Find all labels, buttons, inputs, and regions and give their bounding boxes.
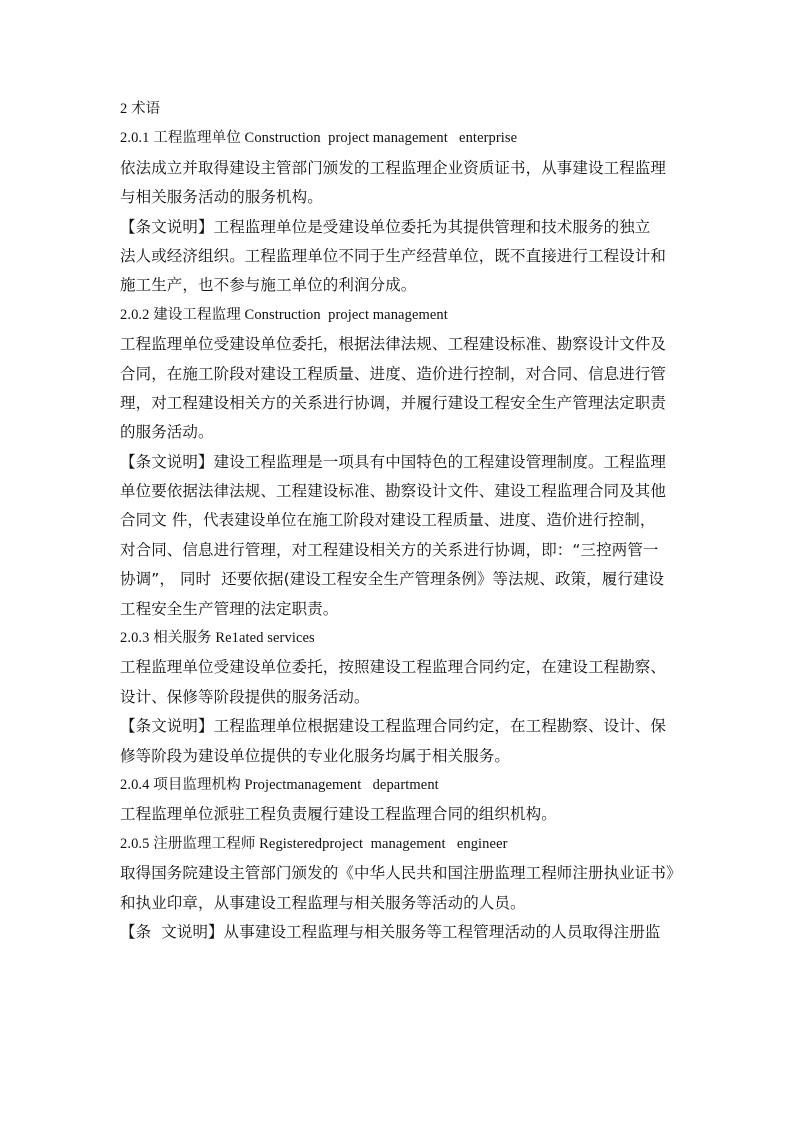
paragraph-line: 协调”， 同时 还要依据(建设工程安全生产管理条例》等法规、政策，履行建设 — [120, 570, 665, 589]
paragraph-line: 理，对工程建设相关方的关系进行协调，并履行建设工程安全生产管理法定职责 — [120, 393, 667, 412]
paragraph-line: 对合同、信息进行管理，对工程建设相关方的关系进行协调，即：“三控两管一 — [120, 540, 659, 559]
paragraph-line: 取得国务院建设主管部门颁发的《中华人民共和国注册监理工程师注册执业证书》 — [120, 864, 682, 883]
paragraph-line: 工程安全生产管理的法定职责。 — [120, 599, 339, 618]
paragraph-line: 依法成立并取得建设主管部门颁发的工程监理企业资质证书，从事建设工程监理 — [120, 158, 667, 177]
paragraph-line: 设计、保修等阶段提供的服务活动。 — [120, 687, 370, 706]
term-heading-2-0-4: 2.0.4 项目监理机构 Projectmanagement department — [120, 776, 439, 793]
paragraph-line: 【条文说明】工程监理单位根据建设工程监理合同约定，在工程勘察、设计、保 — [120, 717, 667, 736]
term-heading-2-0-3: 2.0.3 相关服务 Re1ated services — [120, 630, 315, 647]
term-heading-2-0-2: 2.0.2 建设工程监理 Construction project management — [120, 306, 448, 323]
paragraph-line: 【条 文说明】从事建设工程监理与相关服务等工程管理活动的人员取得注册监 — [120, 922, 661, 941]
paragraph-line: 工程监理单位受建设单位委托，按照建设工程监理合同约定，在建设工程勘察、 — [120, 658, 667, 677]
paragraph-line: 单位要依据法律法规、工程建设标准、勘察设计文件、建设工程监理合同及其他 — [120, 482, 667, 501]
term-heading-2-0-1: 2.0.1 工程监理单位 Construction project management enterprise — [120, 130, 518, 147]
paragraph-line: 修等阶段为建设单位提供的专业化服务均属于相关服务。 — [120, 746, 511, 765]
paragraph-line: 【条文说明】工程监理单位是受建设单位委托为其提供管理和技术服务的独立 — [120, 217, 651, 236]
document-body — [120, 95, 680, 947]
paragraph-line: 合同文 件，代表建设单位在施工阶段对建设工程质量、进度、造价进行控制， — [120, 511, 656, 530]
paragraph-line: 与相关服务活动的服务机构。 — [120, 188, 323, 207]
paragraph-line: 和执业印章，从事建设工程监理与相关服务等活动的人员。 — [120, 893, 526, 912]
paragraph-line: 工程监理单位派驻工程负责履行建设工程监理合同的组织机构。 — [120, 805, 557, 824]
section-heading: 2 术语 — [120, 101, 161, 117]
paragraph-line: 法人或经济组织。工程监理单位不同于生产经营单位，既不直接进行工程设计和 — [120, 246, 667, 265]
paragraph-line: 【条文说明】建设工程监理是一项具有中国特色的工程建设管理制度。工程监理 — [120, 452, 667, 471]
paragraph-line: 的服务活动。 — [120, 423, 214, 442]
term-heading-2-0-5: 2.0.5 注册监理工程师 Registeredproject management engineer — [120, 835, 508, 852]
paragraph-line: 合同，在施工阶段对建设工程质量、进度、造价进行控制，对合同、信息进行管 — [120, 364, 667, 383]
paragraph-line: 施工生产，也不参与施工单位的利润分成。 — [120, 276, 417, 295]
paragraph-line: 工程监理单位受建设单位委托，根据法律法规、工程建设标准、勘察设计文件及 — [120, 335, 667, 354]
